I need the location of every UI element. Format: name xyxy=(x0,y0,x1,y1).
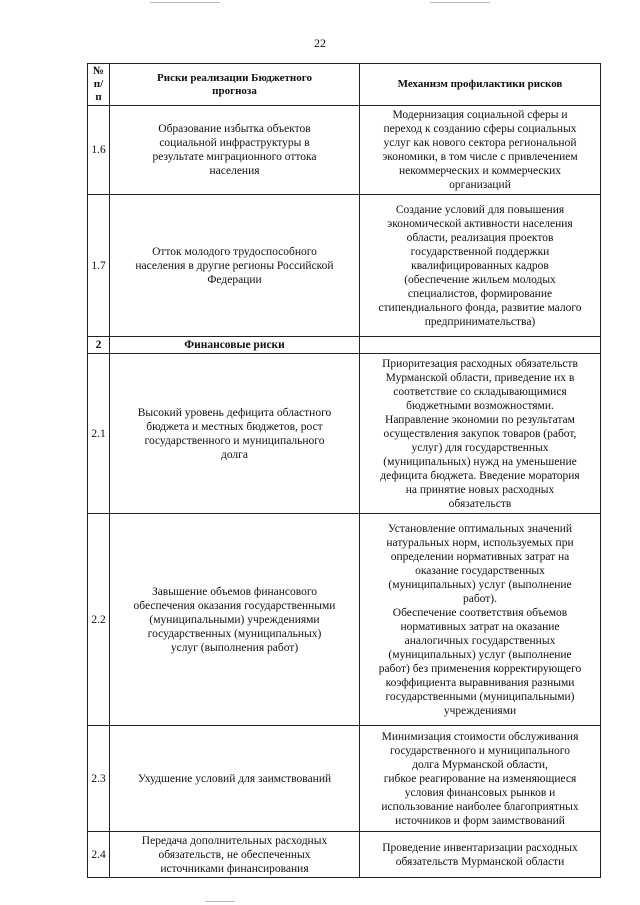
mechanism-cell-line: натуральных норм, используемых при xyxy=(386,536,574,549)
mechanism-cell-line: (обеспечение жильем молодых xyxy=(404,273,556,286)
risk-cell-line: населения в другие регионы Российской xyxy=(135,259,334,272)
mechanism-cell xyxy=(360,354,601,514)
risk-cell-line: государственного и муниципального xyxy=(144,434,325,447)
row-number: 2.3 xyxy=(88,726,110,832)
risk-cell xyxy=(110,337,360,354)
risk-cell-line: долга xyxy=(220,448,248,461)
mechanism-cell-line: осуществления закупок товаров (работ, xyxy=(383,427,577,440)
mechanism-cell xyxy=(360,514,601,726)
mechanism-cell-line: обязательств Мурманской области xyxy=(395,855,565,868)
mechanism-cell-line: области, реализация проектов xyxy=(406,231,554,244)
mechanism-cell-line: Мурманской области, приведение их в xyxy=(385,371,575,384)
risk-cell xyxy=(110,195,360,337)
mechanism-cell xyxy=(360,337,601,354)
header-risks-line1: Риски реализации Бюджетного xyxy=(157,71,312,84)
risk-cell-line: Отток молодого трудоспособного xyxy=(152,245,317,258)
header-risks-line2: прогноза xyxy=(212,84,257,97)
scan-artifact-top-right xyxy=(430,2,490,3)
mechanism-cell xyxy=(360,106,601,195)
mechanism-cell-line: работ) без применения корректирующего xyxy=(378,662,582,675)
mechanism-cell-line: Модернизация социальной сферы и xyxy=(392,109,568,121)
mechanism-cell xyxy=(360,726,601,832)
mechanism-cell-line: предпринимательства) xyxy=(424,315,536,328)
mechanism-cell-line: оказание государственных xyxy=(415,564,545,577)
mechanism-cell-line: Проведение инвентаризации расходных xyxy=(382,841,578,854)
mechanism-cell-line: использование наиболее благоприятных xyxy=(381,800,579,813)
mechanism-cell-line: Создание условий для повышения xyxy=(395,203,565,216)
risk-cell-line: (муниципальными) учреждениями xyxy=(149,613,320,626)
risk-cell-line: результате миграционного оттока xyxy=(152,151,317,163)
row-number: 2.2 xyxy=(88,514,110,726)
page-number: 22 xyxy=(314,36,326,50)
risk-cell-line: обязательств, не обеспеченных xyxy=(158,848,311,861)
risk-cell-line: населения xyxy=(209,165,260,177)
risk-cell-line: услуг (выполнения работ) xyxy=(170,641,299,654)
header-number xyxy=(88,64,110,106)
mechanism-cell-line: работ). xyxy=(462,592,498,605)
header-number-line1: № xyxy=(92,65,105,77)
mechanism-cell-line: специалистов, формирование xyxy=(407,287,553,300)
scan-artifact-bottom xyxy=(205,901,235,902)
mechanism-cell-line: организаций xyxy=(449,179,511,191)
mechanism-cell-line: услуг как нового сектора региональной xyxy=(383,137,577,149)
risk-cell-line: бюджета и местных бюджетов, рост xyxy=(146,420,323,433)
mechanism-cell-line: экономики, в том числе с привлечением xyxy=(382,151,578,163)
table-row xyxy=(88,195,601,337)
mechanism-cell-line: условия финансовых рынков и xyxy=(404,786,556,799)
risk-cell-line: Передача дополнительных расходных xyxy=(141,834,328,847)
scan-artifact-top-left xyxy=(150,2,220,3)
mechanism-cell-line: государственного и муниципального xyxy=(390,744,570,757)
mechanism-cell xyxy=(360,832,601,878)
header-risks xyxy=(110,64,360,106)
mechanism-cell-line: некоммерческих и коммерческих xyxy=(398,165,562,177)
mechanism-cell-line: учреждениями xyxy=(443,704,517,717)
table-row xyxy=(88,726,601,832)
mechanism-cell-line: (муниципальных) услуг (выполнение xyxy=(388,578,572,591)
table-row xyxy=(88,514,601,726)
mechanism-cell-line: (муниципальных) нужд на уменьшение xyxy=(383,455,577,468)
mechanism-cell-line: аналогичных государственных xyxy=(404,634,556,647)
row-number: 2.4 xyxy=(88,832,110,878)
mechanism-cell-line: Установление оптимальных значений xyxy=(387,522,573,535)
mechanism-cell-line: Обеспечение соответствия объемов xyxy=(392,606,568,619)
risk-cell-line: обеспечения оказания государственными xyxy=(133,599,336,612)
risk-cell xyxy=(110,832,360,878)
risk-cell-line: Завышение объемов финансового xyxy=(151,585,318,598)
section-row xyxy=(88,337,601,354)
mechanism-cell-line: дефицита бюджета. Введение моратория xyxy=(380,469,580,482)
mechanism-cell-line: бюджетными возможностями. xyxy=(406,399,554,412)
table-row xyxy=(88,106,601,195)
mechanism-cell xyxy=(360,195,601,337)
mechanism-cell-line: долга Мурманской области, xyxy=(412,758,548,771)
mechanism-cell-line: (муниципальных) услуг (выполнение xyxy=(388,648,572,661)
risk-cell-line: Финансовые риски xyxy=(184,339,285,351)
row-number: 2.1 xyxy=(88,354,110,514)
risk-cell-line: государственных (муниципальных) xyxy=(147,627,322,640)
risk-cell-line: Федерации xyxy=(207,273,262,286)
header-mechanism: Механизм профилактики рисков xyxy=(360,64,601,106)
mechanism-cell-line: на принятие новых расходных xyxy=(405,483,555,496)
risk-cell xyxy=(110,726,360,832)
row-number: 1.7 xyxy=(88,195,110,337)
mechanism-cell-line: гибкое реагирование на изменяющиеся xyxy=(383,772,577,785)
mechanism-cell-line: соответствие со складывающимися xyxy=(393,385,567,398)
table-row xyxy=(88,832,601,878)
risk-table xyxy=(87,63,601,878)
row-number: 2 xyxy=(88,337,110,354)
risk-cell-line: источниками финансирования xyxy=(160,862,309,875)
mechanism-cell-line: услуг) для государственных xyxy=(411,441,549,454)
row-number: 1.6 xyxy=(88,106,110,195)
mechanism-cell-line: экономической активности населения xyxy=(387,217,573,230)
risk-cell-line: социальной инфраструктуры в xyxy=(159,137,310,149)
risk-cell-line: Образование избытка объектов xyxy=(158,123,311,135)
risk-cell-line: Высокий уровень дефицита областного xyxy=(137,406,332,419)
table-header-row xyxy=(88,64,601,106)
risk-cell xyxy=(110,106,360,195)
mechanism-cell-line: стипендиального фонда, развитие малого xyxy=(378,301,582,314)
mechanism-cell-line: государственной поддержки xyxy=(410,245,550,258)
mechanism-cell-line: определении нормативных затрат на xyxy=(390,550,570,563)
header-number-line2: п/п xyxy=(93,78,104,103)
risk-cell-line: Ухудшение условий для заимствований xyxy=(137,772,332,785)
mechanism-cell-line: Минимизация стоимости обслуживания xyxy=(381,730,579,743)
mechanism-cell-line: квалифицированных кадров xyxy=(411,259,549,272)
table-row xyxy=(88,354,601,514)
mechanism-cell-line: обязательств xyxy=(448,497,512,510)
mechanism-cell-line: переход к созданию сферы социальных xyxy=(383,123,577,135)
mechanism-cell-line: Приоритезация расходных обязательств xyxy=(382,357,578,370)
mechanism-cell-line: коэффициента выравнивания разными xyxy=(385,676,575,689)
risk-cell xyxy=(110,514,360,726)
mechanism-cell-line: нормативных затрат на оказание xyxy=(400,620,560,633)
mechanism-cell-line: Направление экономии по результатам xyxy=(385,413,575,426)
mechanism-cell-line: источников и форм заимствований xyxy=(395,814,565,827)
risk-cell xyxy=(110,354,360,514)
table-body xyxy=(88,106,601,878)
mechanism-cell-line: государственными (муниципальными) xyxy=(385,690,575,703)
